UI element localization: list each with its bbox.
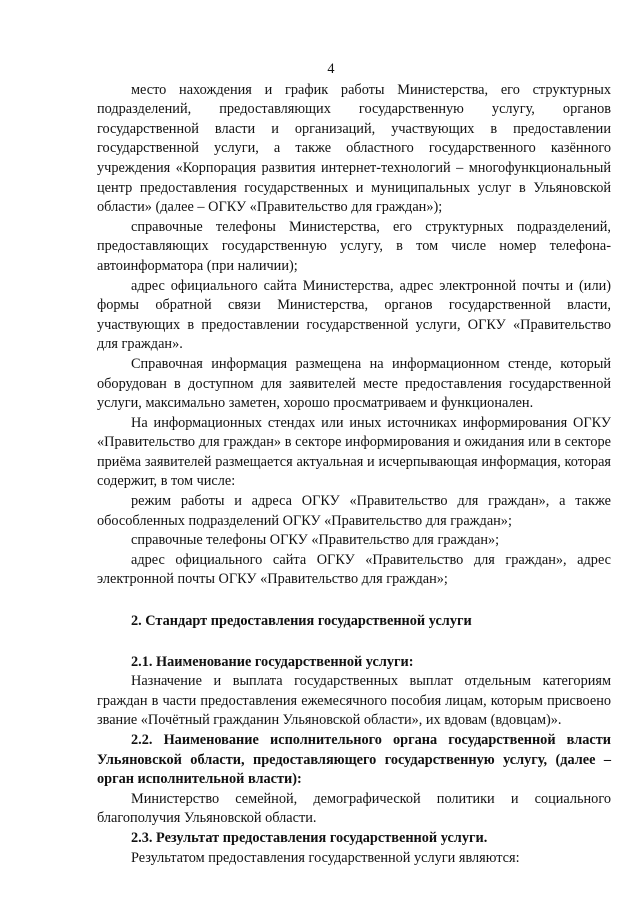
- paragraph-work-schedule: режим работы и адреса ОГКУ «Правительство для граждан», а также обособленных подразделений ОГКУ «Правительство для граждан»;: [97, 493, 611, 529]
- paragraph-info-stand: Справочная информация размещена на информационном стенде, который оборудован в доступном для заявителей месте предоставления государственной услуги, максимально заметен, хорошо просматриваем и функционален.: [97, 355, 611, 412]
- section-2-title: 2. Стандарт предоставления государственной услуги: [131, 613, 472, 630]
- paragraph-website: адрес официального сайта Министерства, адрес электронной почты и (или) формы обратной связи Министерства, органов государственной власти, участвующих в предоставлении государственной услуги, ОГКУ «Правительство для граждан».: [97, 277, 611, 353]
- subsection-2-3-title: 2.3. Результат предоставления государственной услуги.: [131, 829, 488, 846]
- subsection-2-3-text: Результатом предоставления государственной услуги являются:: [131, 849, 520, 866]
- subsection-2-2-title: 2.2. Наименование исполнительного органа государственной власти Ульяновской области, предоставляющего государственную услугу, (далее – орган исполнительной власти):: [97, 732, 611, 788]
- paragraph-reference-phones: справочные телефоны ОГКУ «Правительство для граждан»;: [131, 532, 500, 549]
- subsection-2-1-text: Назначение и выплата государственных выплат отдельным категориям граждан в части предоставления ежемесячного пособия лицам, которым присвоено звание «Почётный гражданин Ульяновской области», их вдовам (вдовцам)».: [97, 673, 611, 729]
- paragraph-info-sources: На информационных стендах или иных источниках информирования ОГКУ «Правительство для граждан» в секторе информирования и ожидания или в секторе приёма заявителей размещается актуальная и исчерпывающая информация, которая содержит, в том числе:: [97, 414, 611, 490]
- page-number: 4: [327, 61, 335, 77]
- paragraph-official-site: адрес официального сайта ОГКУ «Правительство для граждан», адрес электронной почты ОГКУ «Правительство для граждан»;: [97, 551, 611, 588]
- paragraph-phones: справочные телефоны Министерства, его структурных подразделений, предоставляющих государственную услугу, в том числе номер телефона-автоинформатора (при наличии);: [97, 218, 611, 274]
- document-page: [97, 60, 611, 868]
- subsection-2-1-title: 2.1. Наименование государственной услуги:: [131, 653, 414, 670]
- paragraph-location: место нахождения и график работы Министерства, его структурных подразделений, предоставляющих государственную услугу, органов государственной власти и организаций, участвующих в предоставлении государственной услуги, а также областного государственного казённого учреждения «Корпорация развития интернет-технологий – многофункциональный центр предоставления государственных и муниципальных услуг в Ульяновской области» (далее – ОГКУ «Правительство для граждан»);: [97, 81, 611, 216]
- subsection-2-2-text: Министерство семейной, демографической политики и социального благополучия Ульяновской области.: [97, 790, 611, 827]
